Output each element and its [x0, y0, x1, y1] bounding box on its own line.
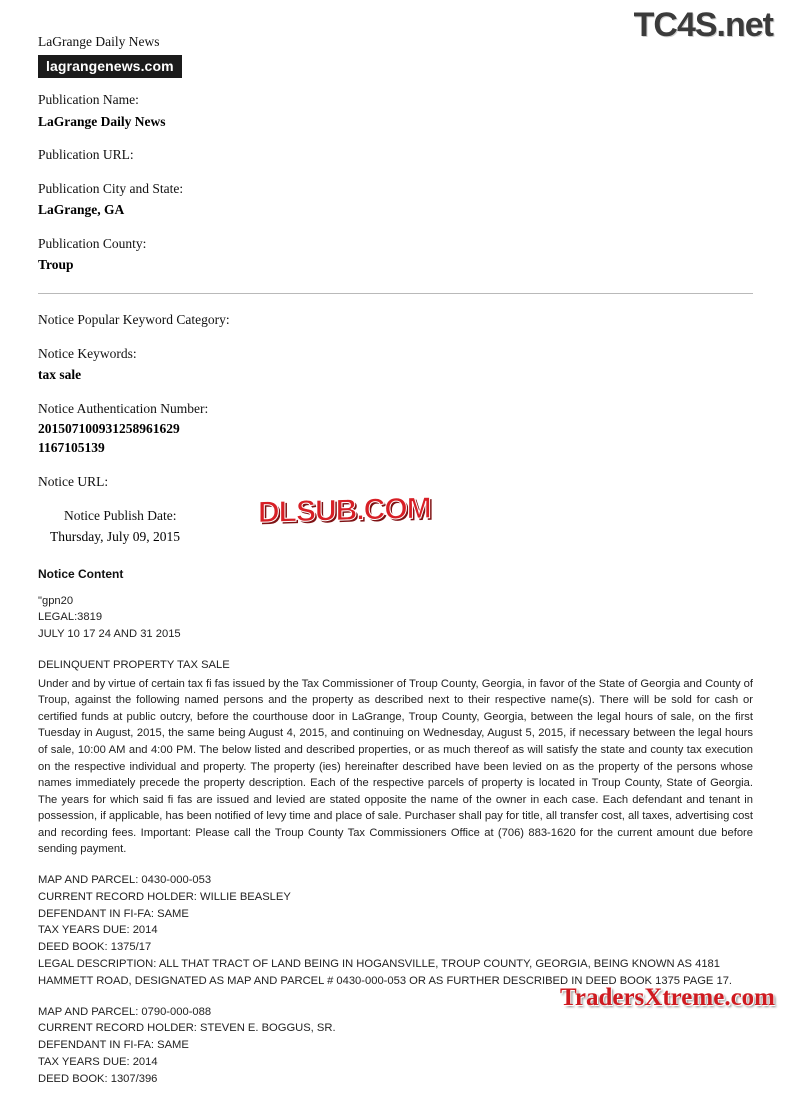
- notice-main-paragraph: Under and by virtue of certain tax fi fas issued by the Tax Commissioner of Troup County, Georgia, in favor of the State of Georgia and County of Troup, against the following named persons and the property as described next to their respective name(s). There will be sold for cash or certified funds at public outcry, before the courthouse door in LaGrange, Troup County, Georgia, between the legal hours of sale, on the first Tuesday in August, 2015, the same being August 4, 2015, and continuing on Wednesday, August 5, 2015, if necessary between the legal hours of sale, 10:00 AM and 4:00 PM. The below listed and described properties, or as much thereof as will satisfy the state and county tax execution on the respective individual and property. The property (ies) hereinafter described have been levied on as the property of the persons whose names immediately precede the property description. Each of the respective parcels of property is located in Troup County, State of Georgia. The years for which said fi fas are issued and levied are stated opposite the name of the owner in each case. Each defendant and tenant in possession, if applicable, has been notified of levy time and place of sale. Purchaser shall pay for title, all transfer cost, all taxes, advertising cost and recording fees. Important: Please call the Troup County Tax Commissioners Office at (706) 883-1620 for the current amount due before sending payment.: [38, 677, 753, 856]
- notice-header-line-1: "gpn20: [38, 594, 74, 607]
- notice-sale-title: DELINQUENT PROPERTY TAX SALE: [38, 659, 230, 672]
- parcel-line: MAP AND PARCEL: 0790-000-088: [38, 1005, 212, 1018]
- auth-number-line-1: 201507100931258961629: [38, 421, 180, 437]
- notice-content-body: [38, 593, 753, 1088]
- parcel-block-2: [38, 1004, 753, 1088]
- parcel-block-1: [38, 872, 753, 990]
- notice-header-line-2: LEGAL:3819: [38, 611, 103, 624]
- watermark-tradersxtreme: TradersXtreme.com: [560, 984, 775, 1011]
- parcel-legal-description: LEGAL DESCRIPTION: ALL THAT TRACT OF LAND BEING IN HOGANSVILLE, TROUP COUNTY, GEORGIA, BEING KNOWN AS 4181 HAMMETT ROAD, DESIGNATED AS MAP AND PARCEL # 0430-000-053 OR AS FURTHER DESCRIBED IN DEED BOOK 1375 PAGE 17.: [38, 957, 733, 987]
- field-label: Publication URL:: [38, 147, 134, 163]
- watermark-tc4s: TC4S.net: [633, 6, 773, 44]
- notice-header-lines: [38, 593, 753, 643]
- field-publication-url: [38, 145, 753, 165]
- field-label: Notice URL:: [38, 473, 109, 489]
- field-keyword-category: [38, 310, 753, 330]
- parcel-line: TAX YEARS DUE: 2014: [38, 1055, 158, 1068]
- field-label: Notice Authentication Number:: [38, 400, 209, 416]
- field-value: LaGrange Daily News: [38, 113, 166, 129]
- field-publication-city-state: [38, 179, 753, 220]
- auth-number-line-2: 1167105139: [38, 440, 105, 456]
- field-publication-county: [38, 234, 753, 275]
- section-divider: [38, 293, 753, 294]
- parcel-line: DEED BOOK: 1307/396: [38, 1072, 158, 1085]
- parcel-line: CURRENT RECORD HOLDER: WILLIE BEASLEY: [38, 890, 291, 903]
- parcel-line: CURRENT RECORD HOLDER: STEVEN E. BOGGUS, SR.: [38, 1022, 336, 1035]
- field-notice-keywords: [38, 344, 753, 385]
- field-authentication-number: [38, 399, 753, 458]
- field-label: Notice Popular Keyword Category:: [38, 311, 230, 327]
- field-notice-url: [38, 472, 753, 492]
- notice-header-line-3: JULY 10 17 24 AND 31 2015: [38, 628, 181, 641]
- watermark-dlsub: DLSUB.COM: [258, 491, 431, 530]
- field-value: tax sale: [38, 367, 82, 383]
- parcel-line: MAP AND PARCEL: 0430-000-053: [38, 873, 212, 886]
- field-value: Thursday, July 09, 2015: [50, 529, 180, 545]
- masthead-website-badge: lagrangenews.com: [38, 55, 182, 78]
- masthead-title: LaGrange Daily News: [38, 34, 160, 49]
- field-label: Notice Publish Date:: [64, 507, 177, 523]
- notice-content-heading: Notice Content: [38, 566, 124, 581]
- parcel-line: DEFENDANT IN FI-FA: SAME: [38, 907, 189, 920]
- field-publication-name: [38, 90, 753, 131]
- field-value-group: [38, 420, 753, 458]
- notice-fields: [38, 90, 753, 1102]
- parcel-line: TAX YEARS DUE: 2014: [38, 924, 158, 937]
- masthead: [38, 34, 182, 78]
- parcel-line: DEFENDANT IN FI-FA: SAME: [38, 1039, 189, 1052]
- field-label: Publication City and State:: [38, 180, 184, 196]
- field-value: Troup: [38, 257, 74, 273]
- field-value: LaGrange, GA: [38, 202, 125, 218]
- field-label: Notice Keywords:: [38, 345, 137, 361]
- parcel-line: DEED BOOK: 1375/17: [38, 941, 152, 954]
- field-label: Publication County:: [38, 235, 147, 251]
- field-label: Publication Name:: [38, 92, 139, 107]
